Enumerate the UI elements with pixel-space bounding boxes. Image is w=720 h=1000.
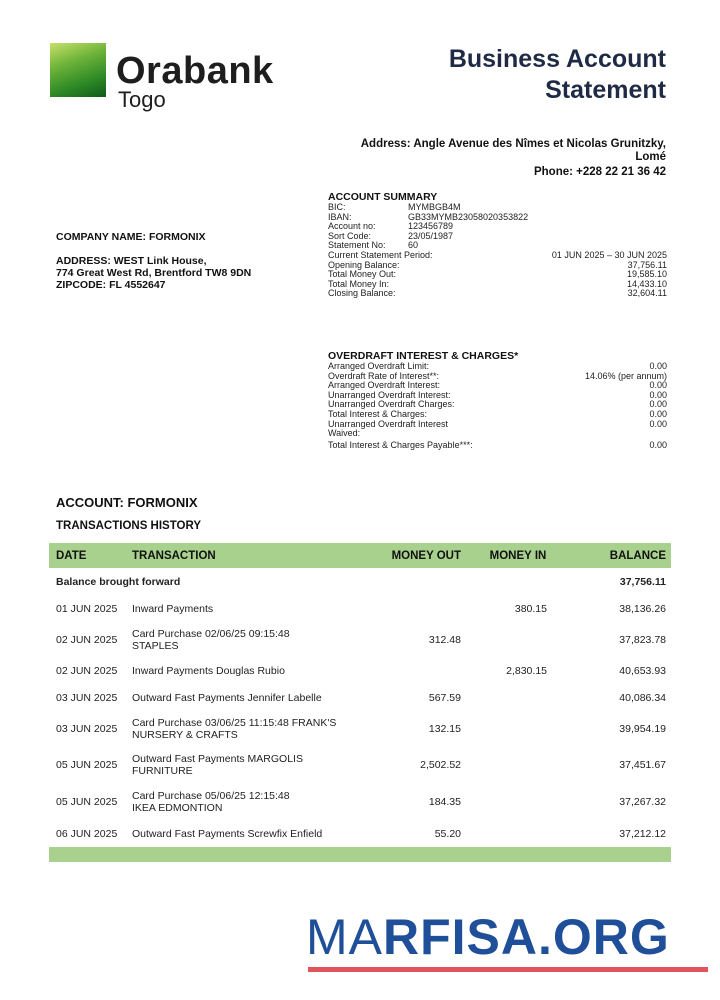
row-transaction: [125, 717, 361, 741]
logo-country: Togo: [118, 87, 166, 112]
row-money-out: 2,502.52: [420, 758, 461, 771]
row-date: 05 JUN 2025: [56, 795, 118, 808]
company-address-line-1: ADDRESS: WEST Link House,: [56, 255, 207, 267]
row-money-in: 2,830.15: [506, 664, 547, 677]
summary-label: Sort Code:: [328, 230, 372, 241]
summary-row: [328, 222, 667, 232]
row-date: 03 JUN 2025: [56, 691, 118, 704]
transactions-table: [49, 543, 671, 862]
watermark-part-3: .ORG: [538, 909, 670, 965]
transaction-line-1: Card Purchase 03/06/25 11:15:48 FRANK'S: [132, 716, 337, 729]
title-line-2: Statement: [545, 76, 666, 104]
summary-label: Total Money In:: [328, 278, 390, 289]
account-summary-title: ACCOUNT SUMMARY: [328, 191, 438, 203]
summary-value: GB33MYMB23058020353822: [408, 211, 529, 222]
brought-forward-balance: 37,756.11: [619, 575, 666, 588]
summary-value: MYMBGB4M: [408, 202, 461, 212]
row-money-in: 380.15: [514, 602, 547, 615]
summary-value: 123456789: [408, 221, 454, 232]
overdraft-title: OVERDRAFT INTEREST & CHARGES*: [328, 350, 519, 362]
account-summary: [328, 191, 667, 299]
document-title: [366, 44, 666, 106]
row-balance: 38,136.26: [619, 602, 666, 615]
company-address: [56, 255, 251, 291]
transaction-line-1: Inward Payments Douglas Rubio: [132, 664, 285, 677]
watermark-part-1: MA: [306, 909, 383, 965]
table-row: [49, 622, 671, 657]
summary-label: Current Statement Period:: [328, 249, 433, 260]
overdraft-value: 0.00: [649, 439, 667, 450]
table-footer-bar: [49, 847, 671, 862]
overdraft-label: Total Interest & Charges Payable***:: [328, 439, 473, 450]
row-date: 05 JUN 2025: [56, 758, 118, 771]
overdraft-row: [328, 420, 667, 439]
summary-value: 01 JUN 2025 – 30 JUN 2025: [551, 249, 667, 260]
overdraft-section: [328, 350, 667, 450]
overdraft-value: 0.00: [649, 418, 667, 429]
row-money-out: 184.35: [428, 795, 461, 808]
company-name: COMPANY NAME: FORMONIX: [56, 231, 206, 243]
transaction-line-2: IKEA EDMONTION: [132, 801, 223, 814]
table-row: [49, 746, 671, 783]
row-money-out: 567.59: [428, 691, 461, 704]
row-balance: 37,267.32: [619, 795, 666, 808]
overdraft-row: [328, 441, 667, 451]
company-zipcode: ZIPCODE: FL 4552647: [56, 279, 166, 291]
row-balance: 40,653.93: [619, 664, 666, 677]
overdraft-label: Overdraft Rate of Interest**:: [328, 370, 440, 381]
row-balance: 37,451.67: [619, 758, 666, 771]
table-row: [49, 711, 671, 746]
summary-label: Closing Balance:: [328, 288, 396, 299]
watermark-underline: [308, 967, 708, 972]
header-date: DATE: [56, 549, 87, 562]
row-balance: 37,212.12: [619, 827, 666, 840]
logo-name: Orabank: [116, 50, 274, 92]
row-transaction: [125, 665, 361, 677]
balance-brought-forward-row: [49, 568, 671, 595]
overdraft-label: Unarranged Overdraft Interest:: [328, 389, 451, 400]
row-transaction: [125, 692, 361, 704]
row-date: 02 JUN 2025: [56, 664, 118, 677]
row-transaction: [125, 790, 361, 814]
table-row: [49, 783, 671, 820]
header-money-out: MONEY OUT: [391, 549, 461, 562]
row-transaction: [125, 753, 361, 777]
overdraft-value: 14.06% (per annum): [584, 370, 667, 381]
company-address-line-2: 774 Great West Rd, Brentford TW8 9DN: [56, 267, 252, 279]
row-date: 06 JUN 2025: [56, 827, 118, 840]
row-transaction: [125, 628, 361, 652]
summary-value: 23/05/1987: [408, 230, 454, 241]
table-row: [49, 657, 671, 684]
transaction-line-1: Outward Fast Payments MARGOLIS: [132, 752, 303, 765]
summary-value: 32,604.11: [627, 288, 667, 299]
account-label: ACCOUNT: FORMONIX: [56, 495, 198, 510]
overdraft-label: Unarranged Overdraft Interest Waived:: [328, 418, 449, 439]
transaction-line-2: STAPLES: [132, 639, 179, 652]
row-balance: 40,086.34: [619, 691, 666, 704]
row-date: 02 JUN 2025: [56, 633, 118, 646]
orabank-logo-icon: [50, 43, 106, 97]
bank-address: [340, 138, 666, 164]
summary-value: 37,756.11: [627, 259, 667, 270]
summary-row: [328, 289, 667, 299]
summary-label: Account no:: [328, 221, 376, 232]
overdraft-value: 0.00: [649, 380, 667, 391]
row-money-out: 132.15: [428, 722, 461, 735]
row-transaction: [125, 828, 361, 840]
table-row: [49, 820, 671, 847]
transactions-history-label: TRANSACTIONS HISTORY: [56, 520, 202, 532]
transaction-line-1: Outward Fast Payments Jennifer Labelle: [132, 691, 322, 704]
title-line-1: Business Account: [448, 45, 666, 73]
brought-forward-label: Balance brought forward: [56, 575, 181, 588]
transaction-line-1: Outward Fast Payments Screwfix Enfield: [132, 827, 323, 840]
watermark-logo: [306, 908, 670, 966]
table-header: [49, 543, 671, 568]
overdraft-label: Arranged Overdraft Interest:: [328, 380, 441, 391]
row-money-out: 312.48: [428, 633, 461, 646]
table-row: [49, 595, 671, 622]
header-transaction: TRANSACTION: [132, 549, 216, 562]
row-money-out: 55.20: [434, 827, 461, 840]
transaction-line-1: Card Purchase 02/06/25 09:15:48: [132, 627, 290, 640]
summary-value: 60: [408, 240, 419, 251]
transaction-line-1: Card Purchase 05/06/25 12:15:48: [132, 789, 290, 802]
transaction-line-1: Inward Payments: [132, 602, 214, 615]
overdraft-label: Arranged Overdraft Limit:: [328, 361, 430, 371]
summary-value: 14,433.10: [626, 278, 667, 289]
bank-address-line-2: Lomé: [635, 151, 666, 163]
summary-label: Total Money Out:: [328, 269, 397, 280]
summary-label: BIC:: [328, 202, 346, 212]
overdraft-value: 0.00: [649, 389, 667, 400]
row-balance: 37,823.78: [619, 633, 666, 646]
transaction-line-2: FURNITURE: [132, 764, 193, 777]
header-balance: BALANCE: [609, 549, 666, 562]
summary-label: Statement No:: [328, 240, 386, 251]
bank-address-line-1: Address: Angle Avenue des Nîmes et Nicolas Grunitzky,: [360, 138, 666, 150]
watermark-part-2: RFISA: [383, 909, 538, 965]
table-row: [49, 684, 671, 711]
row-date: 03 JUN 2025: [56, 722, 118, 735]
bank-phone: Phone: +228 22 21 36 42: [533, 166, 666, 178]
header-money-in: MONEY IN: [489, 549, 547, 562]
row-transaction: [125, 603, 361, 615]
row-balance: 39,954.19: [619, 722, 666, 735]
overdraft-value: 0.00: [649, 399, 667, 410]
overdraft-value: 0.00: [649, 408, 667, 419]
summary-label: Opening Balance:: [328, 259, 400, 270]
transaction-line-2: NURSERY & CRAFTS: [132, 728, 238, 741]
summary-value: 19,585.10: [626, 269, 667, 280]
overdraft-label: Unarranged Overdraft Charges:: [328, 399, 455, 410]
overdraft-label: Total Interest & Charges:: [328, 408, 428, 419]
summary-label: IBAN:: [328, 211, 352, 222]
summary-row: [328, 213, 667, 223]
row-date: 01 JUN 2025: [56, 602, 118, 615]
overdraft-value: 0.00: [649, 361, 667, 371]
